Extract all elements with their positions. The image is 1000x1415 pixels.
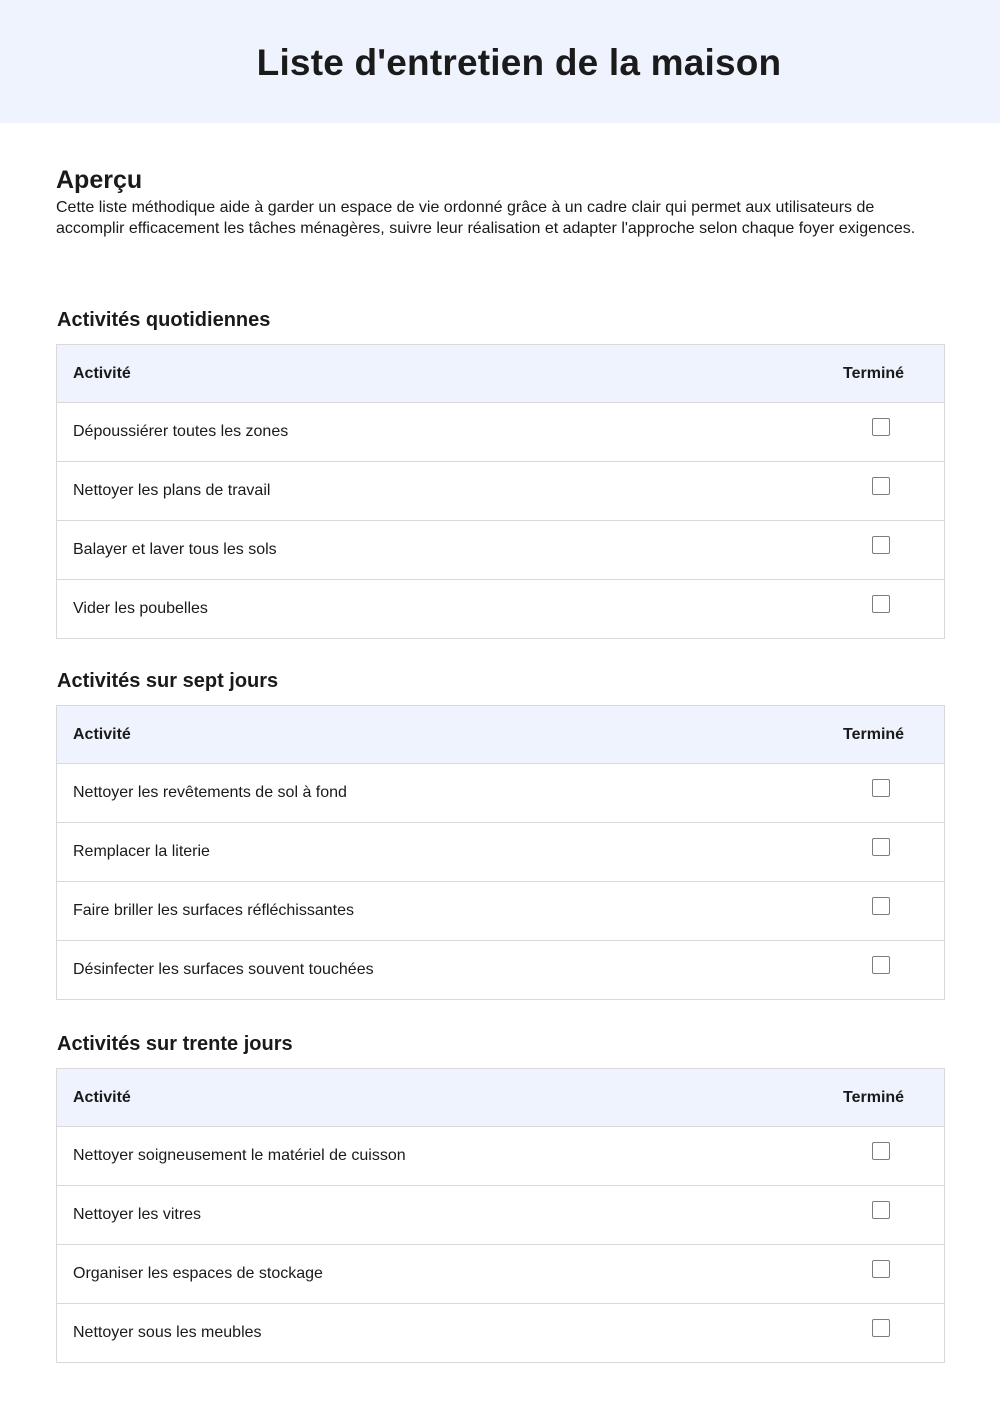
- table-row: [57, 1303, 944, 1362]
- done-checkbox[interactable]: [872, 536, 890, 554]
- done-checkbox[interactable]: [872, 897, 890, 915]
- activity-label: Dépoussiérer toutes les zones: [73, 423, 289, 440]
- done-checkbox[interactable]: [872, 1319, 890, 1337]
- done-checkbox[interactable]: [872, 477, 890, 495]
- table-header: [57, 706, 944, 763]
- activity-label: Vider les poubelles: [73, 600, 208, 617]
- activity-label: Nettoyer sous les meubles: [73, 1324, 262, 1341]
- section-monthly: [56, 1032, 945, 1363]
- table-row: [57, 461, 944, 520]
- done-checkbox[interactable]: [872, 779, 890, 797]
- checklist-table: [56, 1068, 945, 1363]
- section-daily: [56, 308, 945, 639]
- table-row: [57, 822, 944, 881]
- section-heading: Activités sur trente jours: [57, 1033, 293, 1055]
- done-checkbox[interactable]: [872, 595, 890, 613]
- page-title: Liste d'entretien de la maison: [256, 42, 782, 83]
- column-header-done: Terminé: [843, 725, 905, 743]
- column-header-activity: Activité: [73, 725, 131, 743]
- column-header-activity: Activité: [73, 1088, 131, 1106]
- table-row: [57, 1126, 944, 1185]
- activity-label: Remplacer la literie: [73, 843, 210, 860]
- activity-label: Nettoyer les plans de travail: [73, 482, 271, 499]
- table-row: [57, 579, 944, 638]
- checklist-table: [56, 705, 945, 1000]
- done-checkbox[interactable]: [872, 1142, 890, 1160]
- done-checkbox[interactable]: [872, 838, 890, 856]
- page-header: [0, 0, 1000, 123]
- section-heading: Activités quotidiennes: [57, 309, 271, 331]
- table-row: [57, 402, 944, 461]
- column-header-activity: Activité: [73, 364, 131, 382]
- section-weekly: [56, 669, 945, 1000]
- table-header: [57, 1069, 944, 1126]
- overview-heading: Aperçu: [56, 166, 143, 194]
- table-row: [57, 1244, 944, 1303]
- table-row: [57, 520, 944, 579]
- activity-label: Désinfecter les surfaces souvent touchées: [73, 961, 374, 978]
- column-header-done: Terminé: [843, 364, 905, 382]
- done-checkbox[interactable]: [872, 956, 890, 974]
- overview-section: [56, 166, 936, 239]
- activity-label: Balayer et laver tous les sols: [73, 541, 277, 558]
- table-row: [57, 940, 944, 999]
- table-row: [57, 763, 944, 822]
- done-checkbox[interactable]: [872, 1201, 890, 1219]
- section-heading: Activités sur sept jours: [57, 670, 279, 692]
- done-checkbox[interactable]: [872, 418, 890, 436]
- table-row: [57, 881, 944, 940]
- done-checkbox[interactable]: [872, 1260, 890, 1278]
- column-header-done: Terminé: [843, 1088, 905, 1106]
- activity-label: Nettoyer les revêtements de sol à fond: [73, 784, 347, 801]
- checklist-table: [56, 344, 945, 639]
- activity-label: Nettoyer soigneusement le matériel de cuisson: [73, 1147, 406, 1164]
- activity-label: Faire briller les surfaces réfléchissantes: [73, 902, 354, 919]
- activity-label: Nettoyer les vitres: [73, 1206, 202, 1223]
- overview-text: Cette liste méthodique aide à garder un espace de vie ordonné grâce à un cadre clair qui permet aux utilisateurs de accomplir efficacement les tâches ménagères, suivre leur réalisation et adapter l'approche selon chaque foyer exigences.: [56, 199, 916, 237]
- table-row: [57, 1185, 944, 1244]
- activity-label: Organiser les espaces de stockage: [73, 1265, 323, 1282]
- table-header: [57, 345, 944, 402]
